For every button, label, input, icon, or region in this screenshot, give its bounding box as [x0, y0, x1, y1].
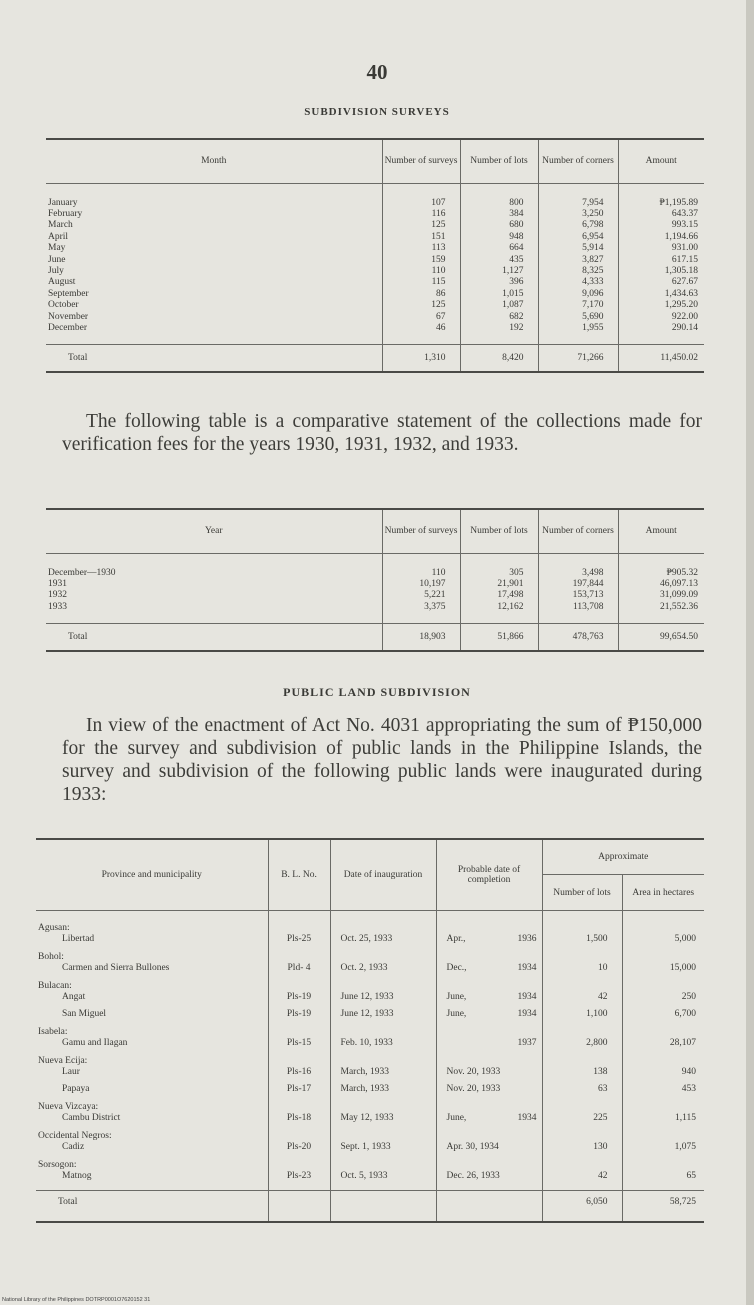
- area-cell: 250: [622, 992, 704, 1009]
- municipality-name: Cadiz: [62, 1142, 85, 1153]
- bl-no-cell: Pls-20: [268, 1142, 330, 1159]
- amount-cell: 1,434.63: [618, 289, 704, 300]
- probable-date-cell: [436, 1009, 542, 1026]
- empty-cell: [268, 1160, 330, 1171]
- lots-cell: 12,162: [460, 602, 538, 624]
- lots-cell: 1,100: [542, 1009, 622, 1026]
- header-date-inauguration: Date of inauguration: [330, 839, 436, 911]
- lots-cell: 1,127: [460, 266, 538, 277]
- month-cell: January: [48, 197, 78, 208]
- lots-cell: 305: [460, 553, 538, 579]
- province-name: Agusan:: [38, 923, 70, 933]
- empty-cell: [330, 981, 436, 992]
- probable-date-month: June,: [446, 992, 467, 1003]
- lots-cell: 2,800: [542, 1038, 622, 1055]
- public-land-table: [36, 838, 704, 1223]
- month-cell: August: [48, 277, 76, 288]
- table-row: [46, 209, 704, 220]
- subdivision-surveys-title: SUBDIVISION SURVEYS: [304, 106, 450, 118]
- bl-no-cell: Pls-16: [268, 1067, 330, 1084]
- total-label: Total: [58, 1197, 78, 1208]
- corners-cell: 8,325: [538, 266, 618, 277]
- probable-date-cell: [436, 934, 542, 951]
- lots-cell: 435: [460, 255, 538, 266]
- province-name: Occidental Negros:: [38, 1130, 112, 1141]
- month-cell: July: [48, 265, 64, 276]
- month-cell: December: [48, 322, 88, 333]
- area-cell: 15,000: [622, 963, 704, 980]
- probable-date-year: 1934: [517, 992, 537, 1003]
- table-row: [46, 220, 704, 231]
- date-inauguration-cell: Oct. 25, 1933: [330, 934, 436, 951]
- lots-cell: 948: [460, 232, 538, 243]
- table-row: [46, 289, 704, 300]
- empty-cell: [330, 1056, 436, 1067]
- date-inauguration-cell: June 12, 1933: [330, 992, 436, 1009]
- table-row: [46, 590, 704, 601]
- year-cell: December—1930: [48, 567, 116, 578]
- table-row: [36, 1038, 704, 1055]
- amount-cell: 643.37: [618, 209, 704, 220]
- empty-cell: [622, 1160, 704, 1171]
- probable-date-month: June,: [446, 1009, 467, 1020]
- lots-cell: 130: [542, 1142, 622, 1159]
- probable-date-year: 1936: [517, 934, 537, 945]
- empty-cell: [330, 1102, 436, 1113]
- lots-cell: 138: [542, 1067, 622, 1084]
- lots-cell: 1,500: [542, 934, 622, 951]
- amount-cell: 617.15: [618, 255, 704, 266]
- total-label: Total: [68, 632, 88, 643]
- province-row: [36, 911, 704, 935]
- amount-cell: ₱905.32: [618, 553, 704, 579]
- corners-cell: 153,713: [538, 590, 618, 601]
- surveys-cell: 86: [382, 289, 460, 300]
- table-row: [36, 934, 704, 951]
- comparative-paragraph: [62, 410, 702, 456]
- empty-cell: [268, 1027, 330, 1038]
- header-lots: Number of lots: [460, 139, 538, 183]
- corners-cell: 4,333: [538, 277, 618, 288]
- header-province: Province and municipality: [36, 839, 268, 911]
- corners-cell: 3,498: [538, 553, 618, 579]
- empty-cell: [268, 911, 330, 935]
- table-row: [46, 312, 704, 323]
- month-cell: June: [48, 254, 66, 265]
- year-cell: 1933: [48, 601, 67, 612]
- subdivision-surveys-table: [46, 138, 704, 373]
- area-cell: 940: [622, 1067, 704, 1084]
- probable-date-month: Nov. 20, 1933: [446, 1067, 501, 1078]
- lots-cell: 17,498: [460, 590, 538, 601]
- probable-date-year: 1937: [517, 1038, 537, 1049]
- empty-cell: [622, 1027, 704, 1038]
- amount-cell: 1,194.66: [618, 232, 704, 243]
- amount-cell: 46,097.13: [618, 579, 704, 590]
- empty-cell: [436, 911, 542, 935]
- amount-cell: 931.00: [618, 243, 704, 254]
- lots-cell: 384: [460, 209, 538, 220]
- surveys-cell: 116: [382, 209, 460, 220]
- province-row: [36, 1056, 704, 1067]
- page-number: 40: [366, 60, 388, 84]
- month-cell: May: [48, 243, 66, 254]
- surveys-cell: 110: [382, 266, 460, 277]
- area-cell: 28,107: [622, 1038, 704, 1055]
- empty-cell: [542, 981, 622, 992]
- empty-cell: [330, 911, 436, 935]
- area-cell: 1,075: [622, 1142, 704, 1159]
- bl-no-cell: Pls-17: [268, 1084, 330, 1101]
- province-row: [36, 1102, 704, 1113]
- month-cell: October: [48, 300, 79, 311]
- table-row: [36, 992, 704, 1009]
- date-inauguration-cell: June 12, 1933: [330, 1009, 436, 1026]
- lots-cell: 42: [542, 992, 622, 1009]
- lots-cell: 10: [542, 963, 622, 980]
- empty-cell: [622, 1056, 704, 1067]
- table-row: [46, 602, 704, 624]
- corners-cell: 7,954: [538, 183, 618, 209]
- month-cell: September: [48, 288, 89, 299]
- probable-date-year: 1934: [517, 963, 537, 974]
- corners-cell: 6,798: [538, 220, 618, 231]
- province-row: [36, 1027, 704, 1038]
- lots-cell: 680: [460, 220, 538, 231]
- surveys-cell: 159: [382, 255, 460, 266]
- municipality-name: Laur: [62, 1067, 80, 1078]
- empty-cell: [268, 1131, 330, 1142]
- total-surveys: 1,310: [382, 345, 460, 372]
- area-cell: 1,115: [622, 1113, 704, 1130]
- header-surveys: Number of surveys: [382, 139, 460, 183]
- header-number-of-lots: Number of lots: [542, 875, 622, 911]
- empty-cell: [542, 952, 622, 963]
- province-name: Nueva Vizcaya:: [38, 1101, 99, 1112]
- probable-date-month: Nov. 20, 1933: [446, 1084, 501, 1095]
- lots-cell: 63: [542, 1084, 622, 1101]
- probable-date-month: June,: [446, 1113, 467, 1124]
- date-inauguration-cell: Feb. 10, 1933: [330, 1038, 436, 1055]
- bl-no-cell: Pls-19: [268, 992, 330, 1009]
- date-inauguration-cell: Oct. 5, 1933: [330, 1171, 436, 1191]
- table-row: [46, 553, 704, 579]
- total-corners: 71,266: [538, 345, 618, 372]
- amount-cell: 31,099.09: [618, 590, 704, 601]
- empty-cell: [330, 1027, 436, 1038]
- surveys-cell: 110: [382, 553, 460, 579]
- empty-cell: [622, 981, 704, 992]
- total-amount: 11,450.02: [618, 345, 704, 372]
- province-name: Isabela:: [38, 1026, 68, 1037]
- corners-cell: 197,844: [538, 579, 618, 590]
- amount-cell: 21,552.36: [618, 602, 704, 624]
- lots-cell: 192: [460, 323, 538, 345]
- municipality-name: Matnog: [62, 1170, 92, 1181]
- date-inauguration-cell: March, 1933: [330, 1084, 436, 1101]
- header-lots: Number of lots: [460, 509, 538, 553]
- bl-no-cell: Pls-15: [268, 1038, 330, 1055]
- empty-cell: [268, 952, 330, 963]
- table-row: [46, 183, 704, 209]
- probable-date-month: Apr.,: [446, 934, 466, 945]
- empty-cell: [436, 1102, 542, 1113]
- surveys-cell: 10,197: [382, 579, 460, 590]
- surveys-cell: 151: [382, 232, 460, 243]
- municipality-name: Carmen and Sierra Bullones: [62, 963, 170, 974]
- amount-cell: 627.67: [618, 277, 704, 288]
- municipality-name: Angat: [62, 992, 86, 1003]
- header-area-hectares: Area in hectares: [622, 875, 704, 911]
- total-lots: 51,866: [460, 624, 538, 651]
- paragraph-text: The following table is a comparative statement of the collections made for verification fees for the years 1930, 1931, 1932, and 1933.: [62, 411, 702, 455]
- table-row: [36, 1113, 704, 1130]
- probable-date-cell: [436, 1038, 542, 1055]
- probable-date-cell: [436, 992, 542, 1009]
- empty-cell: [542, 1027, 622, 1038]
- empty-cell: [542, 1160, 622, 1171]
- empty-cell: [268, 1102, 330, 1113]
- empty-cell: [436, 1027, 542, 1038]
- empty-cell: [542, 1056, 622, 1067]
- probable-date-cell: [436, 963, 542, 980]
- empty-cell: [268, 981, 330, 992]
- public-land-title: PUBLIC LAND SUBDIVISION: [283, 685, 471, 699]
- probable-date-cell: [436, 1171, 542, 1191]
- corners-cell: 3,827: [538, 255, 618, 266]
- corners-cell: 6,954: [538, 232, 618, 243]
- date-inauguration-cell: Sept. 1, 1933: [330, 1142, 436, 1159]
- table-row: [46, 579, 704, 590]
- bl-no-cell: Pld- 4: [268, 963, 330, 980]
- probable-date-cell: [436, 1067, 542, 1084]
- probable-date-month: Dec. 26, 1933: [446, 1170, 500, 1181]
- empty-cell: [436, 952, 542, 963]
- municipality-name: Libertad: [62, 934, 95, 945]
- header-year: Year: [46, 509, 382, 553]
- paragraph-text: In view of the enactment of Act No. 4031 appropriating the sum of ₱150,000 for the survey and subdivision of public lands in the Philippine Islands, the survey and subdivision of the following public lands were inaugurated during 1933:: [62, 715, 702, 805]
- province-name: Bohol:: [38, 951, 64, 962]
- province-row: [36, 1160, 704, 1171]
- municipality-name: Gamu and Ilagan: [62, 1038, 128, 1049]
- amount-cell: 993.15: [618, 220, 704, 231]
- amount-cell: ₱1,195.89: [618, 183, 704, 209]
- corners-cell: 9,096: [538, 289, 618, 300]
- bl-no-cell: Pls-18: [268, 1113, 330, 1130]
- province-row: [36, 981, 704, 992]
- lots-cell: 664: [460, 243, 538, 254]
- empty-cell: [436, 981, 542, 992]
- table-row: [46, 232, 704, 243]
- table-row: [46, 243, 704, 254]
- bl-no-cell: Pls-25: [268, 934, 330, 951]
- table-row: [36, 1171, 704, 1191]
- amount-cell: 1,295.20: [618, 300, 704, 311]
- bl-no-cell: Pls-23: [268, 1171, 330, 1191]
- lots-cell: 396: [460, 277, 538, 288]
- probable-date-cell: [436, 1084, 542, 1101]
- surveys-cell: 125: [382, 300, 460, 311]
- empty-cell: [622, 911, 704, 935]
- table-row: [36, 963, 704, 980]
- lots-cell: 21,901: [460, 579, 538, 590]
- empty-cell: [542, 911, 622, 935]
- surveys-cell: 107: [382, 183, 460, 209]
- surveys-cell: 46: [382, 323, 460, 345]
- surveys-cell: 67: [382, 312, 460, 323]
- month-cell: February: [48, 208, 83, 219]
- header-corners: Number of corners: [538, 509, 618, 553]
- province-name: Nueva Ecija:: [38, 1055, 88, 1066]
- month-cell: April: [48, 231, 69, 242]
- lots-cell: 800: [460, 183, 538, 209]
- corners-cell: 7,170: [538, 300, 618, 311]
- header-month: Month: [46, 139, 382, 183]
- header-surveys: Number of surveys: [382, 509, 460, 553]
- probable-date-month: Dec.,: [446, 963, 467, 974]
- page-edge: [746, 0, 754, 1305]
- area-cell: 6,700: [622, 1009, 704, 1026]
- total-area: 58,725: [622, 1191, 704, 1222]
- surveys-cell: 113: [382, 243, 460, 254]
- table-row: [36, 1009, 704, 1026]
- empty-cell: [436, 1131, 542, 1142]
- total-surveys: 18,903: [382, 624, 460, 651]
- header-bl-no: B. L. No.: [268, 839, 330, 911]
- province-name: Bulacan:: [38, 980, 72, 991]
- table-row: [36, 1142, 704, 1159]
- table-row: [46, 266, 704, 277]
- year-cell: 1932: [48, 590, 67, 601]
- probable-date-cell: [436, 1142, 542, 1159]
- empty-cell: [330, 952, 436, 963]
- lots-cell: 682: [460, 312, 538, 323]
- lots-cell: 225: [542, 1113, 622, 1130]
- empty-cell: [268, 1056, 330, 1067]
- table-row: [46, 277, 704, 288]
- empty-cell: [436, 1056, 542, 1067]
- year-cell: 1931: [48, 578, 67, 589]
- table-row: [46, 300, 704, 311]
- table-row: [46, 323, 704, 345]
- act-paragraph: [62, 714, 702, 806]
- amount-cell: 290.14: [618, 323, 704, 345]
- corners-cell: 5,914: [538, 243, 618, 254]
- empty-cell: [622, 1131, 704, 1142]
- header-amount: Amount: [618, 139, 704, 183]
- province-row: [36, 1131, 704, 1142]
- area-cell: 5,000: [622, 934, 704, 951]
- empty-cell: [542, 1102, 622, 1113]
- header-amount: Amount: [618, 509, 704, 553]
- surveys-cell: 125: [382, 220, 460, 231]
- empty-cell: [330, 1131, 436, 1142]
- date-inauguration-cell: May 12, 1933: [330, 1113, 436, 1130]
- total-lots: 8,420: [460, 345, 538, 372]
- lots-cell: 1,015: [460, 289, 538, 300]
- amount-cell: 1,305.18: [618, 266, 704, 277]
- total-amount: 99,654.50: [618, 624, 704, 651]
- surveys-cell: 3,375: [382, 602, 460, 624]
- lots-cell: 42: [542, 1171, 622, 1191]
- empty-cell: [436, 1160, 542, 1171]
- province-row: [36, 952, 704, 963]
- municipality-name: Papaya: [62, 1084, 90, 1095]
- lots-cell: 1,087: [460, 300, 538, 311]
- total-lots: 6,050: [542, 1191, 622, 1222]
- empty-cell: [542, 1131, 622, 1142]
- area-cell: 453: [622, 1084, 704, 1101]
- amount-cell: 922.00: [618, 312, 704, 323]
- surveys-cell: 5,221: [382, 590, 460, 601]
- area-cell: 65: [622, 1171, 704, 1191]
- header-probable-date: Probable date of completion: [436, 839, 542, 911]
- table-row: [46, 255, 704, 266]
- corners-cell: 5,690: [538, 312, 618, 323]
- probable-date-year: 1934: [517, 1009, 537, 1020]
- table-row: [36, 1067, 704, 1084]
- header-approximate: Approximate: [542, 839, 704, 875]
- corners-cell: 3,250: [538, 209, 618, 220]
- total-label: Total: [68, 353, 88, 364]
- probable-date-month: Apr. 30, 1934: [446, 1142, 499, 1153]
- header-corners: Number of corners: [538, 139, 618, 183]
- probable-date-cell: [436, 1113, 542, 1130]
- province-name: Sorsogon:: [38, 1159, 77, 1170]
- municipality-name: Cambu District: [62, 1113, 121, 1124]
- surveys-cell: 115: [382, 277, 460, 288]
- footer-credit: National Library of the Philippines DOTRP0001O7620152 31: [2, 1297, 151, 1303]
- comparative-table: [46, 508, 704, 652]
- month-cell: March: [48, 220, 73, 231]
- month-cell: November: [48, 311, 89, 322]
- date-inauguration-cell: March, 1933: [330, 1067, 436, 1084]
- municipality-name: San Miguel: [62, 1009, 107, 1020]
- empty-cell: [622, 1102, 704, 1113]
- date-inauguration-cell: Oct. 2, 1933: [330, 963, 436, 980]
- empty-cell: [622, 952, 704, 963]
- table-row: [36, 1084, 704, 1101]
- corners-cell: 113,708: [538, 602, 618, 624]
- empty-cell: [330, 1160, 436, 1171]
- total-corners: 478,763: [538, 624, 618, 651]
- corners-cell: 1,955: [538, 323, 618, 345]
- bl-no-cell: Pls-19: [268, 1009, 330, 1026]
- probable-date-year: 1934: [517, 1113, 537, 1124]
